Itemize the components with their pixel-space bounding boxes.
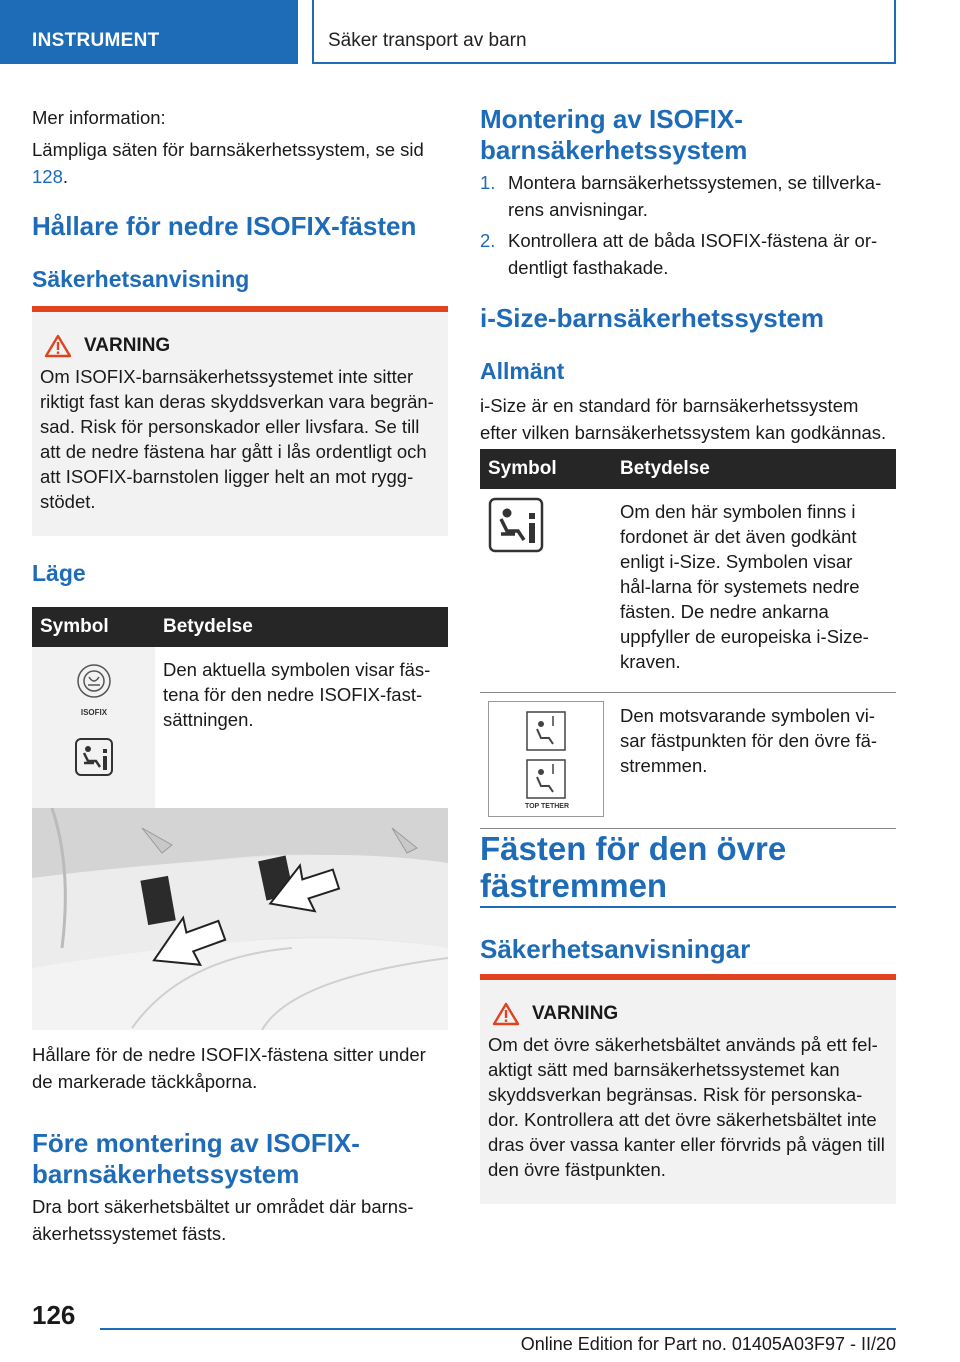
- col-symbol: Symbol: [480, 449, 612, 489]
- warning-triangle-icon: [492, 1002, 520, 1026]
- header-section-label: INSTRUMENT: [32, 30, 160, 51]
- heading-isize: i-Size-barnsäkerhetssystem: [480, 303, 824, 333]
- table-row: [32, 647, 448, 821]
- heading-position: Läge: [32, 560, 86, 586]
- general-text: i-Size är en standard för barnsäkerhetssystem efter vilken barnsäkerhetssystem kan godkännas.: [480, 395, 887, 443]
- header-chapter-label: Säker transport av barn: [328, 30, 527, 51]
- page-number: 126: [32, 1300, 76, 1330]
- isize-symbol-icon: [74, 737, 114, 777]
- heading-safety-2: Säkerhetsanvisningar: [480, 934, 751, 964]
- warning-box-1: [32, 306, 448, 536]
- heading-upper-tether: Fästen för den övre fästremmen: [480, 830, 787, 904]
- top-tether-symbol-frame: [488, 701, 604, 817]
- more-info-end: .: [62, 166, 69, 187]
- heading-general: Allmänt: [480, 358, 565, 384]
- list-item: [480, 227, 896, 281]
- table-header-row: [32, 607, 448, 647]
- meaning-cell: Den aktuella symbolen visar fäs-tena för den nedre ISOFIX-fast-sättningen.: [155, 647, 448, 821]
- table-row: [480, 489, 896, 692]
- list-item: [480, 169, 896, 223]
- isize-symbol-icon: [488, 497, 544, 553]
- symbol-cell: [480, 489, 612, 692]
- symbol-cell: [32, 647, 155, 821]
- heading-safety: Säkerhetsanvisning: [32, 266, 250, 292]
- col-meaning: Betydelse: [612, 449, 896, 489]
- top-tether-icon: [489, 702, 605, 818]
- step-number: 2.: [480, 230, 496, 251]
- top-tether-label: TOP TETHER: [524, 802, 570, 810]
- warning-triangle-icon: [44, 334, 72, 358]
- table-row: [480, 692, 896, 828]
- header-section: [0, 0, 298, 64]
- page-link-128[interactable]: 128: [32, 166, 63, 187]
- meaning-cell: Om den här symbolen finns i fordonet är det även godkänt enligt i-Size. Symbolen visar hål-larna för systemets nedre fästen. De nedre ankarna uppfyller de europeiska i-Size-kraven.: [612, 489, 896, 692]
- seat-photo: [32, 808, 448, 1030]
- meaning-cell: Den motsvarande symbolen vi-sar fästpunkten för den övre fä-stremmen.: [612, 692, 896, 828]
- footer-line: [100, 1328, 896, 1330]
- step-number: 1.: [480, 172, 496, 193]
- step-text: Kontrollera att de båda ISOFIX-fästena är or-dentligt fasthakade.: [508, 230, 878, 278]
- heading-mount-isofix: Montering av ISOFIX-barnsäkerhetssystem: [480, 104, 748, 165]
- more-info-text-content: Lämpliga säten för barnsäkerhetssystem, se sid: [32, 139, 424, 160]
- more-info-label: Mer information:: [32, 107, 166, 128]
- footer-edition: Online Edition for Part no. 01405A03F97 - II/20: [520, 1334, 896, 1354]
- rear-seat-illustration: [32, 808, 448, 1030]
- col-meaning: Betydelse: [155, 607, 448, 647]
- warning-title-text-2: VARNING: [532, 1003, 619, 1024]
- warning-title-text-1: VARNING: [84, 335, 171, 356]
- warning-box-2: [480, 974, 896, 1204]
- heading-before-mount: Före montering av ISOFIX-barnsäkerhetssystem: [32, 1128, 360, 1189]
- more-info-text: [32, 136, 432, 190]
- photo-caption: Hållare för de nedre ISOFIX-fästena sitter under de markerade täckkåporna.: [32, 1044, 426, 1092]
- isofix-symbol-icon: [74, 663, 114, 733]
- warning-title-2: [492, 1002, 888, 1026]
- step-text: Montera barnsäkerhetssystemen, se tillverka-rens anvisningar.: [508, 172, 882, 220]
- table-header-row: [480, 449, 896, 489]
- heading-underline: [480, 906, 896, 908]
- warning-title-1: [44, 334, 440, 358]
- col-symbol: Symbol: [32, 607, 155, 647]
- symbol-cell: [480, 692, 612, 828]
- symbol-table-1: [32, 607, 448, 822]
- warning-text-1: Om ISOFIX-barnsäkerhetssystemet inte sitter riktigt fast kan deras skyddsverkan vara begrän-sad. Risk för personskador eller livsfara. Se till att de nedre fästena har gått i lås ordentligt och att ISOFIX-barnstolen ligger helt an mot rygg-stödet.: [40, 366, 434, 512]
- before-mount-text: Dra bort säkerhetsbältet ur området där barns-äkerhetssystemet fästs.: [32, 1196, 414, 1244]
- warning-text-2: Om det övre säkerhetsbältet används på ett fel-aktigt sätt med barnsäkerhetssystemet kan skyddsverkan begränsas. Risk för personska-dor. Kontrollera att det övre säkerhetsbältet inte dras över vassa kanter eller förvrids på vägen till den övre fästpunkten.: [488, 1034, 885, 1180]
- heading-lower-isofix: Hållare för nedre ISOFIX-fästen: [32, 211, 417, 241]
- mount-steps: [480, 169, 896, 285]
- isofix-label: ISOFIX: [80, 708, 107, 717]
- symbol-table-2: [480, 449, 896, 829]
- header-chapter: [312, 0, 896, 64]
